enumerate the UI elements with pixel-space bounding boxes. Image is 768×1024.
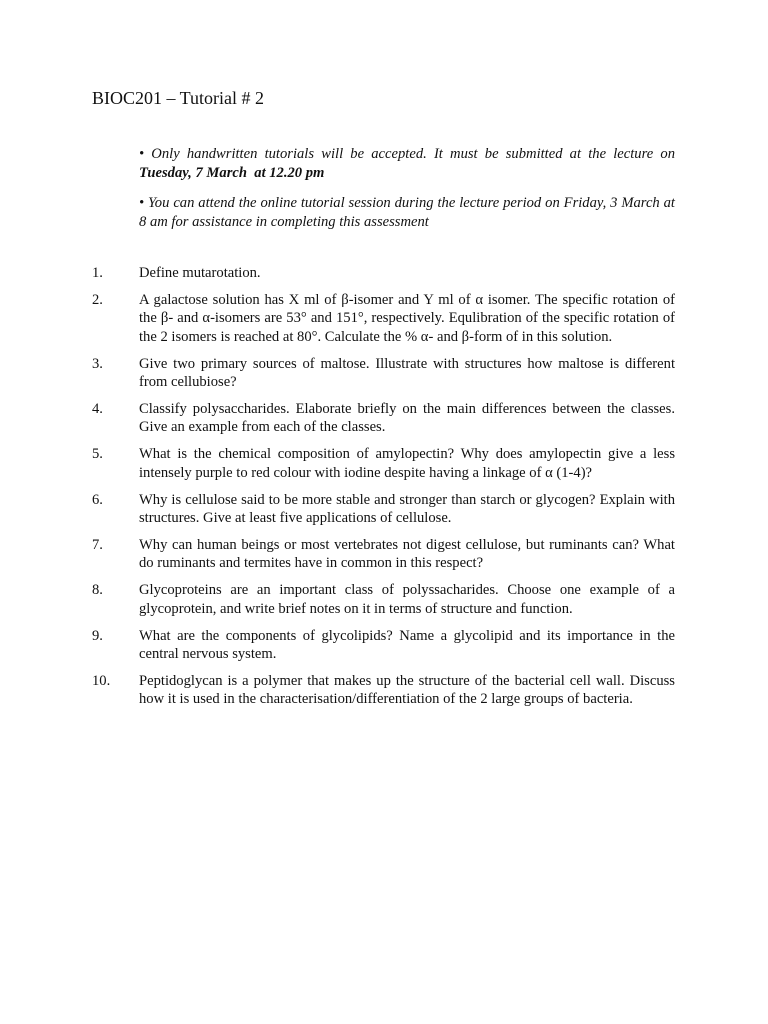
question-item <box>92 291 675 346</box>
question-number: 9. <box>92 627 103 644</box>
question-number: 4. <box>92 400 103 417</box>
note-text: Only handwritten tutorials will be accepted. It must be submitted at the lecture on <box>151 146 675 162</box>
question-number: 7. <box>92 536 103 553</box>
question-item <box>92 581 675 618</box>
question-number: 6. <box>92 491 103 508</box>
question-number: 2. <box>92 291 103 308</box>
note-deadline-time: at 12.20 pm <box>254 164 325 181</box>
question-text: Why can human beings or most vertebrates not digest cellulose, but ruminants can? What do ruminants and termites have in common in this respect? <box>139 536 675 572</box>
submission-notes <box>139 145 675 243</box>
question-number: 1. <box>92 265 103 281</box>
note-bullet: • <box>139 195 145 211</box>
question-text: What are the components of glycolipids? Name a glycolipid and its importance in the central nervous system. <box>139 627 675 662</box>
note-handwritten-submission <box>139 145 675 182</box>
question-number: 5. <box>92 446 103 463</box>
document-title: BIOC201 – Tutorial # 2 <box>92 88 265 108</box>
question-item <box>92 355 675 392</box>
question-text: A galactose solution has X ml of β-isomer and Y ml of α isomer. The specific rotation of the β- and α-isomers are 53° and 151°, respectively. Equlibration of the specific rotation of the 2 isomers is reached at 80°. Calculate the % α- and β-form of in this solution. <box>139 291 675 345</box>
question-text: Give two primary sources of maltose. Illustrate with structures how maltose is different from cellubiose? <box>139 355 675 391</box>
question-list <box>92 264 675 717</box>
question-number: 8. <box>92 582 103 599</box>
question-number: 10. <box>92 672 111 689</box>
question-text: What is the chemical composition of amylopectin? Why does amylopectin give a less intensely purple to red colour with iodine despite having a linkage of α (1-4)? <box>139 446 675 481</box>
note-deadline-date: Tuesday, 7 March <box>139 164 247 181</box>
question-item <box>92 400 675 437</box>
question-item <box>92 627 675 664</box>
question-item <box>92 491 675 528</box>
question-item <box>92 264 675 282</box>
note-text: You can attend the online tutorial session during the lecture period on Friday, 3 March at 8 am for assistance in completing this assessment <box>139 195 675 230</box>
question-text: Glycoproteins are an important class of polyssacharides. Choose one example of a glycoprotein, and write brief notes on it in terms of structure and function. <box>139 582 675 617</box>
question-item <box>92 672 675 709</box>
question-text: Classify polysaccharides. Elaborate briefly on the main differences between the classes. Give an example from each of the classes. <box>139 400 675 436</box>
question-item <box>92 536 675 573</box>
question-item <box>92 445 675 482</box>
question-text: Why is cellulose said to be more stable and stronger than starch or glycogen? Explain with structures. Give at least five applications of cellulose. <box>139 491 675 526</box>
question-number: 3. <box>92 355 103 372</box>
note-bullet: • <box>139 146 145 162</box>
note-online-session <box>139 194 675 231</box>
question-text: Define mutarotation. <box>139 265 261 281</box>
question-text: Peptidoglycan is a polymer that makes up the structure of the bacterial cell wall. Discuss how it is used in the characterisation/differentiation of the 2 large groups of bacteria. <box>139 672 675 708</box>
